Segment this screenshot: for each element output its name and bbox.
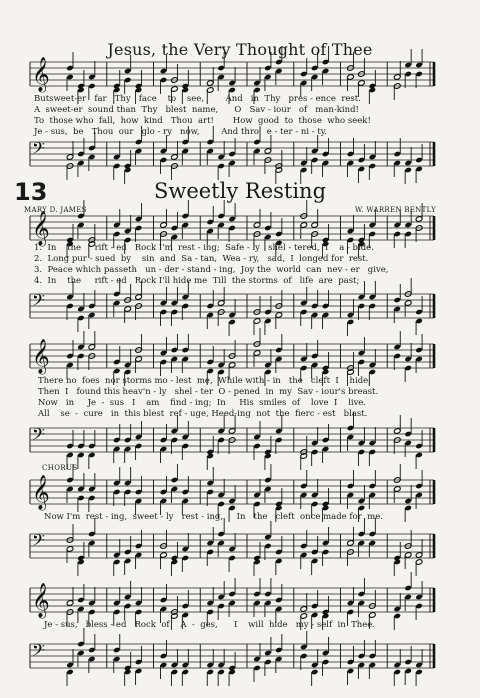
lyric-line: 2. Long pur - sued by sin and Sa - tan, Wea - ry, sad, I longed for rest. (34, 254, 369, 264)
lyric-line: Je - sus, bless - ed Rock of A - ges, I will hide my - self in Thee. (44, 620, 376, 630)
hymn-number: 13 (14, 178, 48, 206)
svg-text:𝄢: 𝄢 (32, 530, 45, 554)
svg-text:𝄢: 𝄢 (32, 640, 45, 664)
lyric-line: Je - sus, be Thou our glo - ry now, And thro' e - ter - ni - ty. (34, 127, 328, 137)
lyric-line: 3. Peace which passeth un - der - stand - ing, Joy the world can nev - er give, (34, 265, 389, 275)
svg-text:𝄞: 𝄞 (32, 339, 50, 374)
bass-staff-system2 (0, 424, 480, 458)
svg-text:𝄞: 𝄞 (32, 57, 50, 92)
treble-staff-system2 (0, 340, 480, 374)
svg-text:𝄞: 𝄞 (32, 475, 50, 510)
lyric-line: 1. In the rift - ed Rock I'm rest - ing; Safe - ly shel - tered, I a - bide. (34, 243, 374, 253)
svg-text:𝄞: 𝄞 (32, 211, 50, 246)
bass-staff-chorus2 (0, 640, 480, 674)
treble-staff-chorus1 (0, 476, 480, 510)
lyric-line: Then I found this heav'n - ly shel - ter O - pened in my Sav - iour's breast. (38, 387, 379, 397)
lyric-line: Butsweet-er far Thy face to see, And in Thy pres - ence rest. (34, 94, 361, 104)
lyric-line: A sweet-er sound than Thy blest name, O Sav - iour of man-kind! (34, 105, 359, 115)
treble-staff-system1 (0, 212, 480, 246)
bass-staff-system1 (0, 290, 480, 324)
lyric-line: To those who fall, how kind Thou art! How good to those who seek! (34, 116, 371, 126)
svg-text:𝄢: 𝄢 (32, 290, 45, 314)
composer-credit: W. WARREN BENTLY (355, 206, 436, 214)
svg-text:𝄞: 𝄞 (32, 583, 50, 618)
lyric-line: There no foes nor storms mo - lest me, While with - in the cleft I hide. (38, 376, 371, 386)
lyric-line: All se - cure in this blest ref - uge, Heed-ing not the fierc - est blast. (38, 409, 368, 419)
svg-text:𝄢: 𝄢 (32, 138, 45, 162)
lyric-line: 4. In the rift - ed Rock I'll hide me Till the storms of life are past; (34, 276, 360, 286)
chorus-label: CHORUS (42, 464, 78, 472)
lyric-line: Now in Je - sus I am find - ing; In His smiles of love I live. (38, 398, 367, 408)
hymn-title-sweetly-resting: Sweetly Resting (153, 179, 327, 203)
svg-text:𝄢: 𝄢 (32, 424, 45, 448)
treble-staff-chorus2 (0, 584, 480, 618)
treble-staff-hymn1 (0, 58, 480, 92)
bass-staff-chorus1 (0, 530, 480, 564)
hymn-title-jesus-very-thought: Jesus, the Very Thought of Thee (107, 40, 373, 59)
lyric-line: Now I'm rest - ing, sweet - ly rest - ing, In the cleft once made for me. (44, 512, 383, 522)
lyricist-credit: MARY D. JAMES (24, 206, 87, 214)
bass-staff-hymn1 (0, 138, 480, 172)
